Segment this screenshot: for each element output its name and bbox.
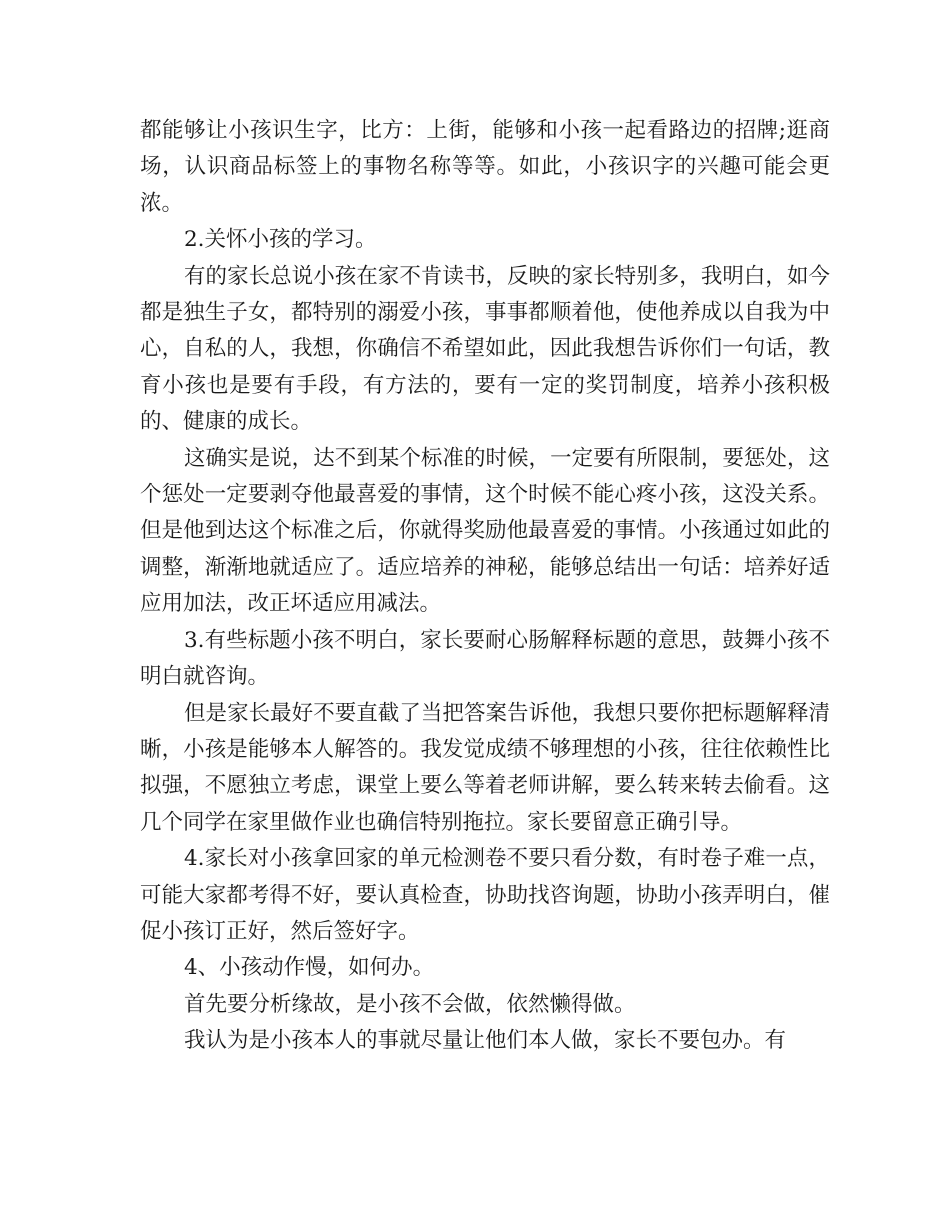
paragraph-10: 我认为是小孩本人的事就尽量让他们本人做，家长不要包办。有: [184, 1028, 787, 1054]
paragraph-7-heading: 4.家长对小孩拿回家的单元检测卷不要只看分数，有时卷子难一点，可能大家都考得不好，要认真检查，协助找咨询题，协助小孩弄明白，催促小孩订正好，然后签好字。: [140, 846, 830, 944]
paragraph-2-heading: 2.关怀小孩的学习。: [184, 227, 377, 253]
document-page: [140, 113, 830, 1060]
paragraph-6: 但是家长最好不要直截了当把答案告诉他，我想只要你把标题解释清晰，小孩是能够本人解答的。我发觉成绩不够理想的小孩，往往依赖性比拟强，不愿独立考虑，课堂上要么等着老师讲解，要么转来转去偷看。这几个同学在家里做作业也确信特别拖拉。家长要留意正确引导。: [140, 700, 830, 835]
paragraph-4: 这确实是说，达不到某个标准的时候，一定要有所限制，要惩处，这个惩处一定要剥夺他最喜爱的事情，这个时候不能心疼小孩，这没关系。但是他到达这个标准之后，你就得奖励他最喜爱的事情。小孩通过如此的调整，渐渐地就适应了。适应培养的神秘，能够总结出一句话：培养好适应用加法，改正坏适应用减法。: [140, 445, 830, 617]
paragraph-3: 有的家长总说小孩在家不肯读书，反映的家长特别多，我明白，如今都是独生子女，都特别的溺爱小孩，事事都顺着他，使他养成以自我为中心，自私的人，我想，你确信不希望如此，因此我想告诉你们一句话，教育小孩也是要有手段，有方法的，要有一定的奖罚制度，培养小孩积极的、健康的成长。: [140, 263, 830, 435]
paragraph-8-heading: 4、小孩动作慢，如何办。: [184, 955, 435, 981]
paragraph-5-heading: 3.有些标题小孩不明白，家长要耐心肠解释标题的意思，鼓舞小孩不明白就咨询。: [140, 627, 830, 690]
paragraph-1: 都能够让小孩识生字，比方：上街，能够和小孩一起看路边的招牌;逛商场，认识商品标签上的事物名称等等。如此，小孩识字的兴趣可能会更浓。: [140, 118, 830, 216]
paragraph-9: 首先要分析缘故，是小孩不会做，依然懒得做。: [184, 991, 636, 1017]
